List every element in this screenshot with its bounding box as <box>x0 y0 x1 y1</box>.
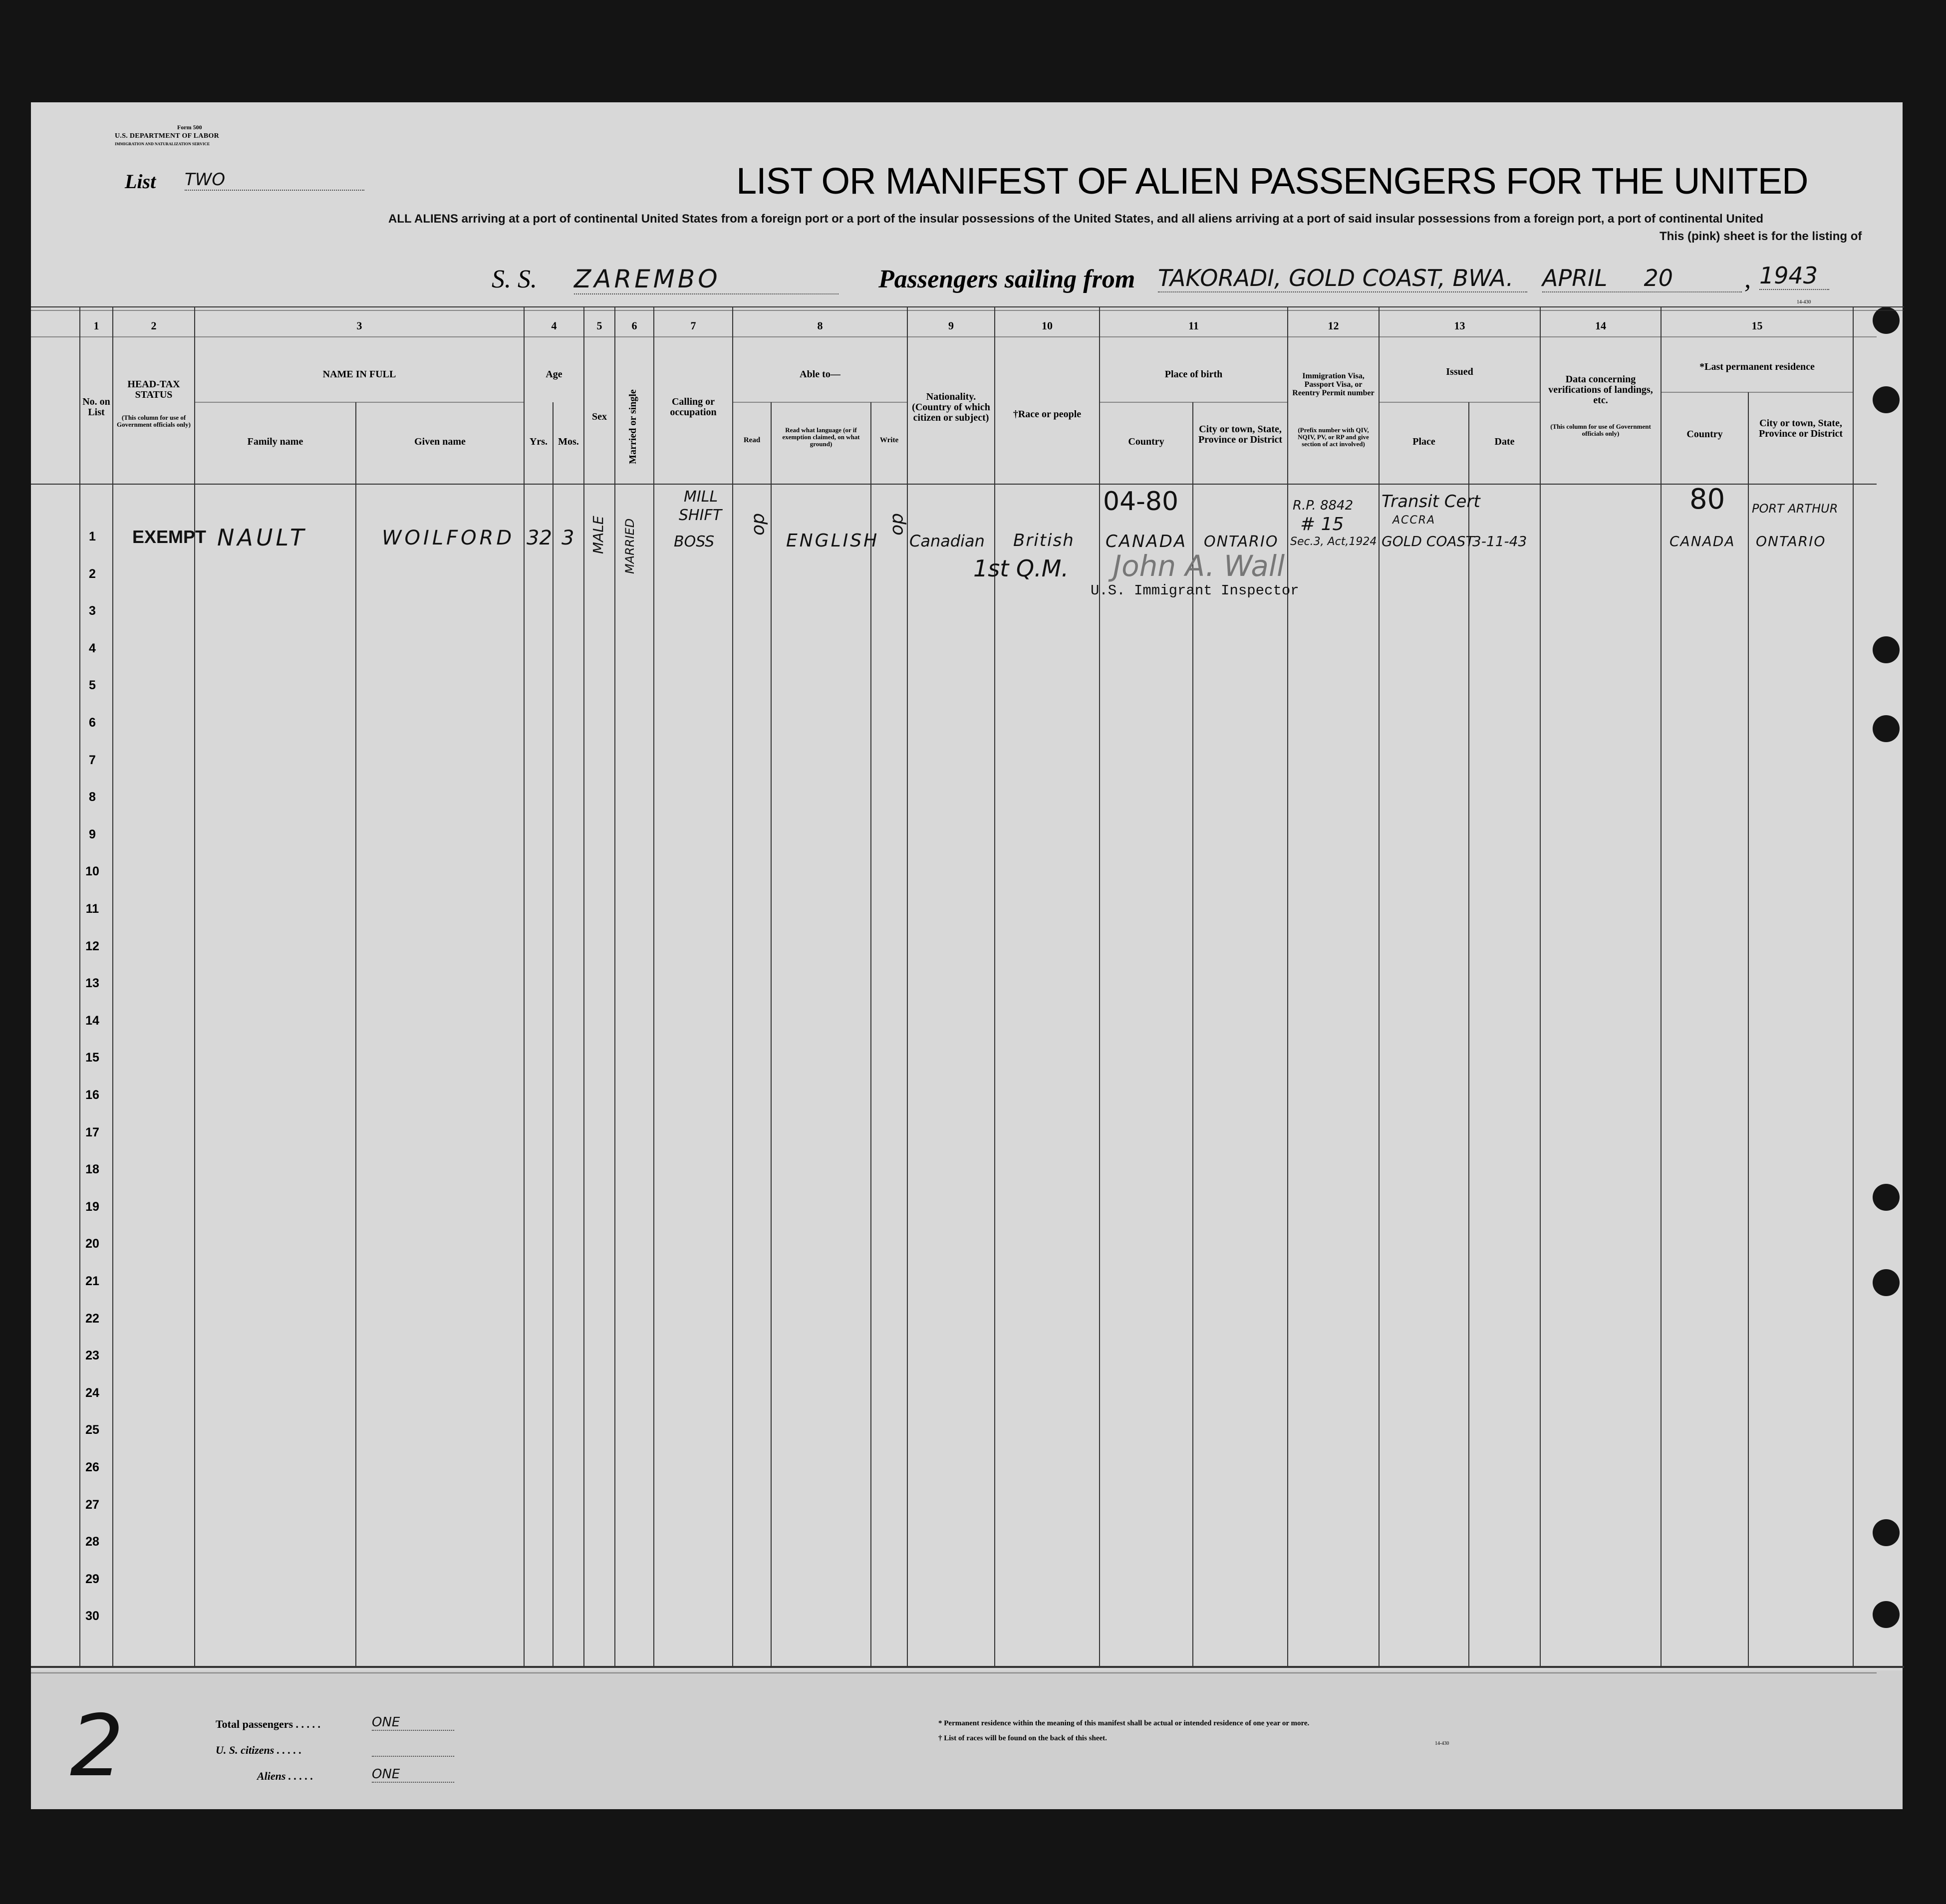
issued-place-line-1: Transit Cert <box>1382 492 1480 512</box>
total-passengers-value: ONE <box>372 1715 454 1731</box>
age-mos-value: 3 <box>561 527 574 549</box>
page-title: LIST OR MANIFEST OF ALIEN PASSENGERS FOR THE UNITED <box>736 160 1808 202</box>
read-language-value: ENGLISH <box>786 531 879 551</box>
hdr-landings: Data concerning verifications of landings, etc. <box>1548 374 1653 406</box>
hdr-res-city: City or town, State, Province or District <box>1758 418 1843 439</box>
occupation-line-2: SHIFT <box>679 507 722 524</box>
row-number: 13 <box>85 976 99 990</box>
sailing-year: 1943 <box>1759 262 1829 290</box>
form-number: Form 500 <box>177 124 202 131</box>
total-passengers-label: Total passengers . . . . . <box>216 1718 321 1730</box>
col-num-12: 12 <box>1328 319 1339 332</box>
res-country-value: CANADA <box>1669 533 1735 549</box>
age-yrs-value: 32 <box>527 527 552 549</box>
row-number: 10 <box>85 864 99 878</box>
row-number: 28 <box>85 1535 99 1549</box>
list-label: List <box>125 170 156 193</box>
row-number: 3 <box>89 604 96 618</box>
hdr-res-country: Country <box>1686 429 1723 440</box>
col-num-3: 3 <box>356 319 362 332</box>
hdr-country: Country <box>1128 436 1164 447</box>
hdr-visa-note: (Prefix number with QIV, NQIV, PV, or RP and give section of act involved) <box>1298 426 1369 448</box>
col-num-14: 14 <box>1595 319 1606 332</box>
hdr-place-of-birth: Place of birth <box>1164 369 1223 380</box>
row-number: 18 <box>85 1162 99 1176</box>
hdr-given-name: Given name <box>414 436 466 447</box>
race-value: British <box>1013 531 1075 550</box>
row-number: 24 <box>85 1386 99 1400</box>
row-number: 17 <box>85 1125 99 1139</box>
row-number: 30 <box>85 1609 99 1623</box>
family-name-value: NAULT <box>217 524 307 551</box>
occupation-line-1: MILL <box>684 488 718 506</box>
row-number: 21 <box>85 1274 99 1288</box>
occupation-line-3: BOSS <box>674 533 715 550</box>
res-city-line-1: PORT ARTHUR <box>1752 502 1838 516</box>
us-citizens-label: U. S. citizens . . . . . <box>216 1744 302 1756</box>
head-tax-value: EXEMPT <box>132 527 207 547</box>
col-num-2: 2 <box>151 319 157 332</box>
row-number: 4 <box>89 641 96 655</box>
hdr-calling: Calling or occupation <box>670 396 717 418</box>
issued-date-value: 3-11-43 <box>1472 533 1527 549</box>
row2-note: 1st Q.M. <box>973 555 1069 582</box>
hdr-age: Age <box>546 369 562 380</box>
birth-country-value: CANADA <box>1106 532 1187 551</box>
write-value: do <box>888 513 909 536</box>
row-number: 29 <box>85 1572 99 1586</box>
col-num-6: 6 <box>631 319 637 332</box>
row-number: 15 <box>85 1051 99 1065</box>
birth-code-value: 04-80 <box>1103 487 1179 517</box>
row-number: 22 <box>85 1312 99 1326</box>
col-num-15: 15 <box>1751 319 1763 332</box>
ss-label: S. S. <box>492 265 537 293</box>
hdr-sex: Sex <box>592 411 607 422</box>
issued-place-line-2: ACCRA <box>1392 514 1436 527</box>
col-num-11: 11 <box>1188 319 1199 332</box>
row-number: 23 <box>85 1349 99 1362</box>
instructions-line-1: ALL ALIENS arriving at a port of continental United States from a foreign port or a port of the insular possessions of the United States, and all aliens arriving at a port of said insular possessions from a foreign port, a port of continental United <box>388 212 1764 226</box>
row-number: 5 <box>89 678 96 692</box>
row-number: 27 <box>85 1498 99 1512</box>
row-number: 25 <box>85 1423 99 1437</box>
hdr-yrs: Yrs. <box>529 436 548 447</box>
row-number: 6 <box>89 716 96 730</box>
row-number: 8 <box>89 790 96 804</box>
sheet-number: 2 <box>70 1697 124 1796</box>
birth-city-value: ONTARIO <box>1204 533 1279 550</box>
col-num-7: 7 <box>690 319 696 332</box>
footnote-residence: * Permanent residence within the meaning of this manifest shall be actual or intended residence of one year or more. <box>938 1719 1310 1727</box>
sex-value: MALE <box>590 516 606 554</box>
row-number: 20 <box>85 1237 99 1251</box>
instructions-line-2: This (pink) sheet is for the listing of <box>1660 230 1862 243</box>
hdr-landings-note: (This column for use of Government officials only) <box>1550 423 1651 437</box>
sailing-from: TAKORADI, GOLD COAST, BWA. <box>1158 265 1527 292</box>
row-number: 11 <box>85 902 99 916</box>
hdr-last-residence: *Last permanent residence <box>1699 361 1815 372</box>
given-name-value: WOILFORD <box>382 527 515 549</box>
col-num-8: 8 <box>817 319 823 332</box>
hdr-race: †Race or people <box>1013 409 1082 420</box>
hdr-name-in-full: NAME IN FULL <box>322 369 396 380</box>
row-number: 1 <box>89 530 96 544</box>
hdr-issued: Issued <box>1446 366 1473 377</box>
service-name: IMMIGRATION AND NATURALIZATION SERVICE <box>115 142 210 146</box>
visa-line-1: R.P. 8842 <box>1293 498 1354 513</box>
visa-line-2: # 15 <box>1300 514 1344 535</box>
aliens-value: ONE <box>372 1767 454 1783</box>
row-number: 9 <box>89 827 96 841</box>
us-citizens-value <box>372 1741 454 1757</box>
hdr-nationality: Nationality. (Country of which citizen or subject) <box>912 391 990 423</box>
hdr-head-tax-note: (This column for use of Government officials only) <box>116 414 191 428</box>
date-comma: , <box>1744 265 1751 293</box>
aliens-label: Aliens . . . . . <box>257 1770 313 1782</box>
department-name: U.S. DEPARTMENT OF LABOR <box>115 132 220 140</box>
row-number: 2 <box>89 567 96 581</box>
row-number: 26 <box>85 1460 99 1474</box>
hdr-visa: Immigration Visa, Passport Visa, or Reentry Permit number <box>1292 372 1375 397</box>
row-number: 7 <box>89 753 96 767</box>
col-num-10: 10 <box>1042 319 1053 332</box>
hdr-head-tax: HEAD-TAX STATUS <box>127 379 180 400</box>
hdr-read-language: Read what language (or if exemption claimed, on what ground) <box>782 426 860 448</box>
hdr-able-to: Able to— <box>800 369 840 380</box>
hdr-date: Date <box>1494 436 1515 447</box>
inspector-signature: John A. Wall <box>1113 549 1285 583</box>
hdr-write: Write <box>879 436 899 444</box>
row-number: 16 <box>85 1088 99 1102</box>
ship-name: ZAREMBO <box>574 265 838 294</box>
col-num-4: 4 <box>551 319 557 332</box>
list-value: TWO <box>185 170 364 191</box>
col-num-9: 9 <box>948 319 954 332</box>
row-number: 19 <box>85 1200 99 1214</box>
hdr-place: Place <box>1412 436 1435 447</box>
form-code-bottom: 14-430 <box>1435 1741 1449 1746</box>
res-city-line-2: ONTARIO <box>1756 533 1826 549</box>
hdr-city-state: City or town, State, Province or District <box>1198 424 1283 445</box>
married-value: MARRIED <box>623 518 637 574</box>
row-number: 14 <box>85 1014 99 1028</box>
footnote-races: † List of races will be found on the back of this sheet. <box>938 1734 1107 1742</box>
hdr-family-name: Family name <box>247 436 303 447</box>
col-num-13: 13 <box>1454 319 1465 332</box>
read-value: do <box>749 513 770 536</box>
nationality-value: Canadian <box>909 532 985 550</box>
hdr-read: Read <box>743 436 761 444</box>
inspector-stamp: U.S. Immigrant Inspector <box>1091 582 1299 599</box>
issued-place-line-3: GOLD COAST <box>1382 533 1474 549</box>
res-code-value: 80 <box>1689 483 1725 516</box>
form-code-top: 14-430 <box>1797 299 1811 305</box>
visa-line-3: Sec.3, Act,1924 <box>1290 536 1377 548</box>
sailing-month-day: APRIL 20 <box>1542 265 1742 292</box>
hdr-no-on-list: No. on List <box>82 396 110 418</box>
sailing-label: Passengers sailing from <box>878 265 1135 293</box>
hdr-married-or-single: Married or single <box>627 389 638 464</box>
col-num-5: 5 <box>596 319 602 332</box>
hdr-mos: Mos. <box>558 436 579 447</box>
row-number: 12 <box>85 939 99 953</box>
col-num-1: 1 <box>93 319 99 332</box>
